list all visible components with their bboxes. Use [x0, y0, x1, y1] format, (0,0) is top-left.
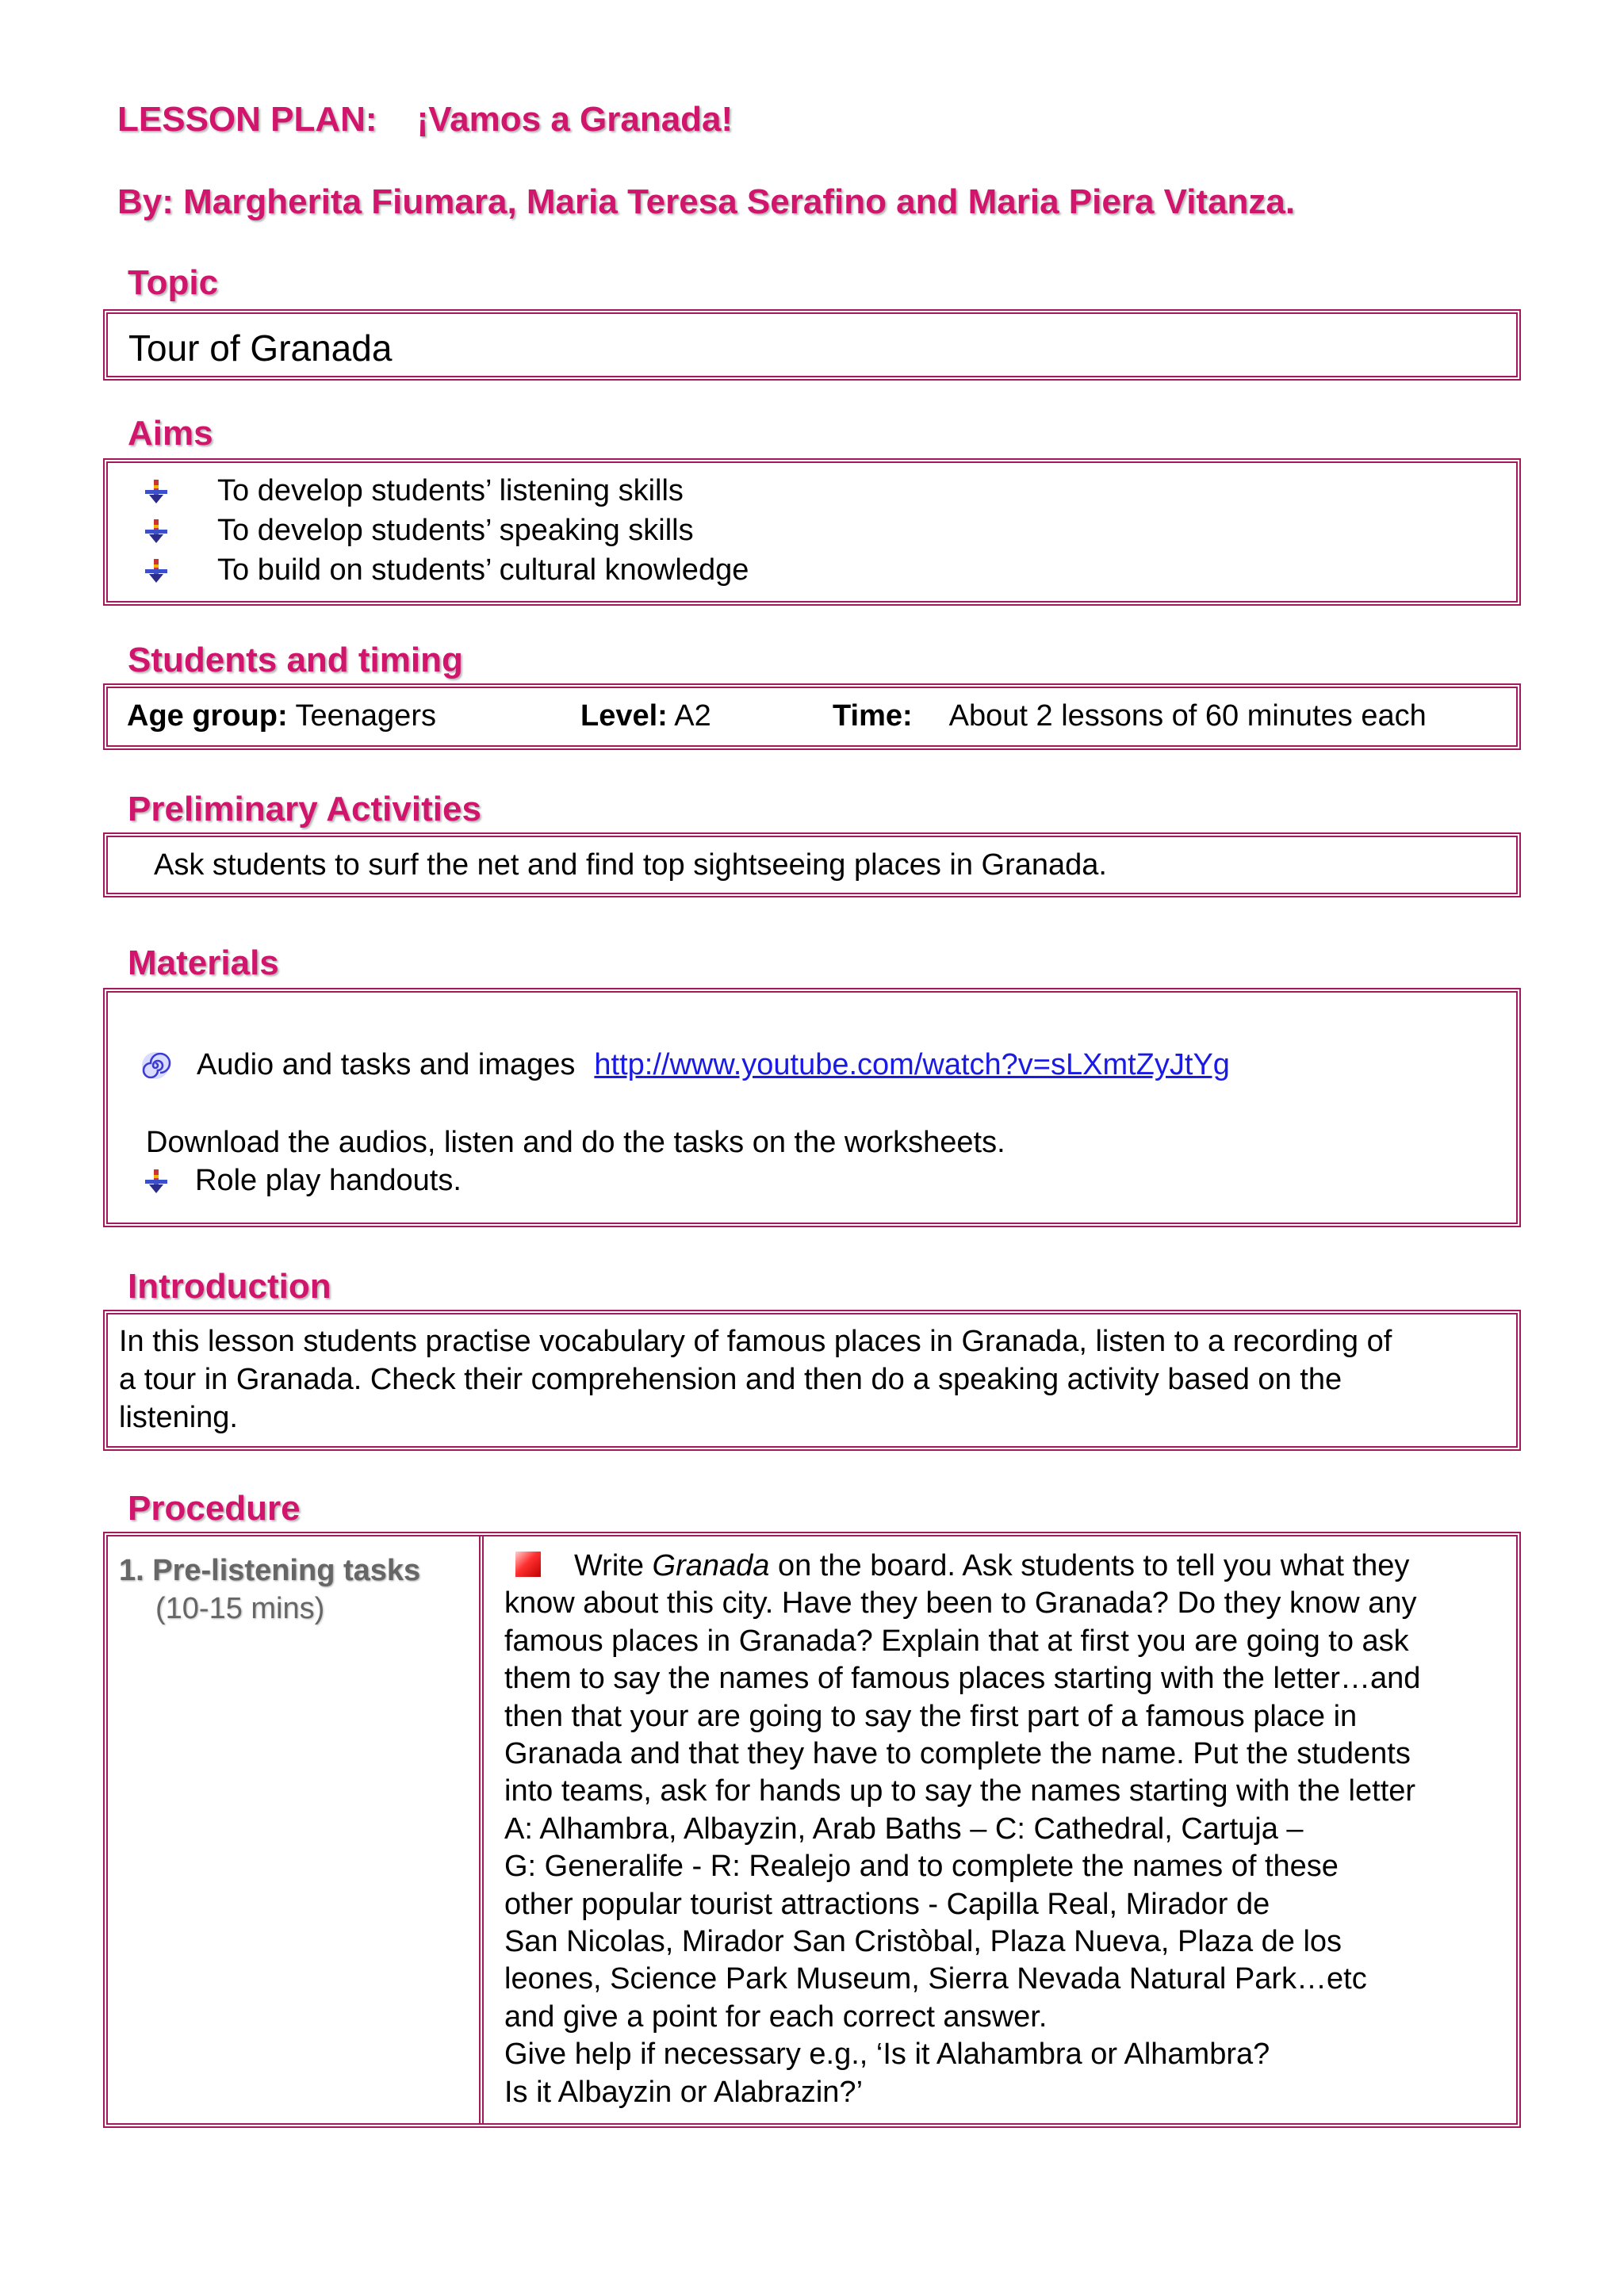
- time-label: Time:: [833, 699, 913, 733]
- authors-line: By: Margherita Fiumara, Maria Teresa Serafino and Maria Piera Vitanza.: [117, 182, 1296, 221]
- students-box: [103, 683, 1521, 750]
- procedure-table: [103, 1532, 1521, 2128]
- red-square-bullet-icon: [515, 1552, 541, 1577]
- age-value: Teenagers: [295, 699, 436, 733]
- students-heading: Students and timing: [128, 641, 463, 679]
- procedure-heading: Procedure: [128, 1489, 301, 1528]
- topic-box: [103, 309, 1521, 381]
- materials-audio-row: [140, 1048, 1230, 1082]
- topic-text: Tour of Granada: [128, 327, 393, 369]
- procedure-text: Write Granada on the board. Ask students to tell you what they know about this city. Have they been to Granada? Do they know any famous places in Granada? Explain that at first you are going to ask them to say the names of famous places starting with the letter…and then that your are going to say the first part of a famous place in Granada and that they have to complete the name. Put the students into teams, ask for hands up to say the names starting with the letter A: Alhambra, Albayzin, Arab Baths – C: Cathedral, Cartuja – G: Generalife - R: Realejo and to complete the names of these other popular tourist attractions - Capilla Real, Mirador de San Nicolas, Mirador San Cristòbal, Plaza Nueva, Plaza de los leones, Science Park Museum, Sierra Nevada Natural Park…etc and give a point for each correct answer. Give help if necessary e.g., ‘Is it Alahambra or Alhambra? Is it Albayzin or Alabrazin?’: [504, 1549, 1421, 2109]
- lesson-name: ¡Vamos a Granada!: [416, 100, 733, 139]
- lesson-label: LESSON PLAN:: [117, 100, 377, 139]
- aims-heading: Aims: [128, 414, 213, 453]
- youtube-link[interactable]: http://www.youtube.com/watch?v=sLXmtZyJtYg: [594, 1048, 1230, 1081]
- procedure-description-cell: [488, 1536, 1516, 2123]
- level-label: Level:: [580, 699, 668, 733]
- time: [833, 699, 1427, 733]
- audio-label: Audio and tasks and images: [197, 1048, 576, 1081]
- aims-item: To build on students’ cultural knowledge: [143, 553, 749, 587]
- aims-box: [103, 458, 1521, 606]
- materials-roleplay-row: [143, 1164, 462, 1198]
- age-label: Age group:: [127, 699, 288, 733]
- aims-item: To develop students’ listening skills: [143, 474, 684, 508]
- introduction-heading: Introduction: [128, 1267, 331, 1306]
- introduction-text: In this lesson students practise vocabulary of famous places in Granada, listen to a recording of a tour in Granada. Check their comprehension and then do a speaking activity based on the listening.: [119, 1325, 1392, 1434]
- arrow-down-bullet-icon: [143, 518, 170, 545]
- age-group: [127, 699, 436, 733]
- arrow-down-bullet-icon: [143, 557, 170, 584]
- step-title: 1. Pre-listening tasks: [119, 1554, 421, 1587]
- roleplay-text: Role play handouts.: [195, 1164, 462, 1197]
- topic-heading: Topic: [128, 263, 219, 302]
- lesson-title: [117, 100, 733, 140]
- time-value: About 2 lessons of 60 minutes each: [948, 699, 1427, 733]
- arrow-down-bullet-icon: [143, 1168, 170, 1195]
- preliminary-text: Ask students to surf the net and find top sightseeing places in Granada.: [154, 848, 1107, 882]
- arrow-down-bullet-icon: [143, 478, 170, 505]
- procedure-step-cell: [108, 1536, 484, 2123]
- introduction-box: [103, 1310, 1521, 1451]
- materials-box: [103, 988, 1521, 1227]
- level: [580, 699, 711, 733]
- download-text: Download the audios, listen and do the tasks on the worksheets.: [146, 1126, 1005, 1159]
- step-time: (10-15 mins): [155, 1592, 325, 1625]
- procedure-first-line: Write Granada on the board. Ask students to tell you what they: [504, 1548, 1420, 1585]
- level-value: A2: [674, 699, 711, 733]
- preliminary-box: [103, 832, 1521, 897]
- materials-heading: Materials: [128, 943, 279, 982]
- spiral-bullet-icon: [140, 1050, 171, 1081]
- preliminary-heading: Preliminary Activities: [128, 790, 481, 828]
- aims-item: To develop students’ speaking skills: [143, 514, 694, 548]
